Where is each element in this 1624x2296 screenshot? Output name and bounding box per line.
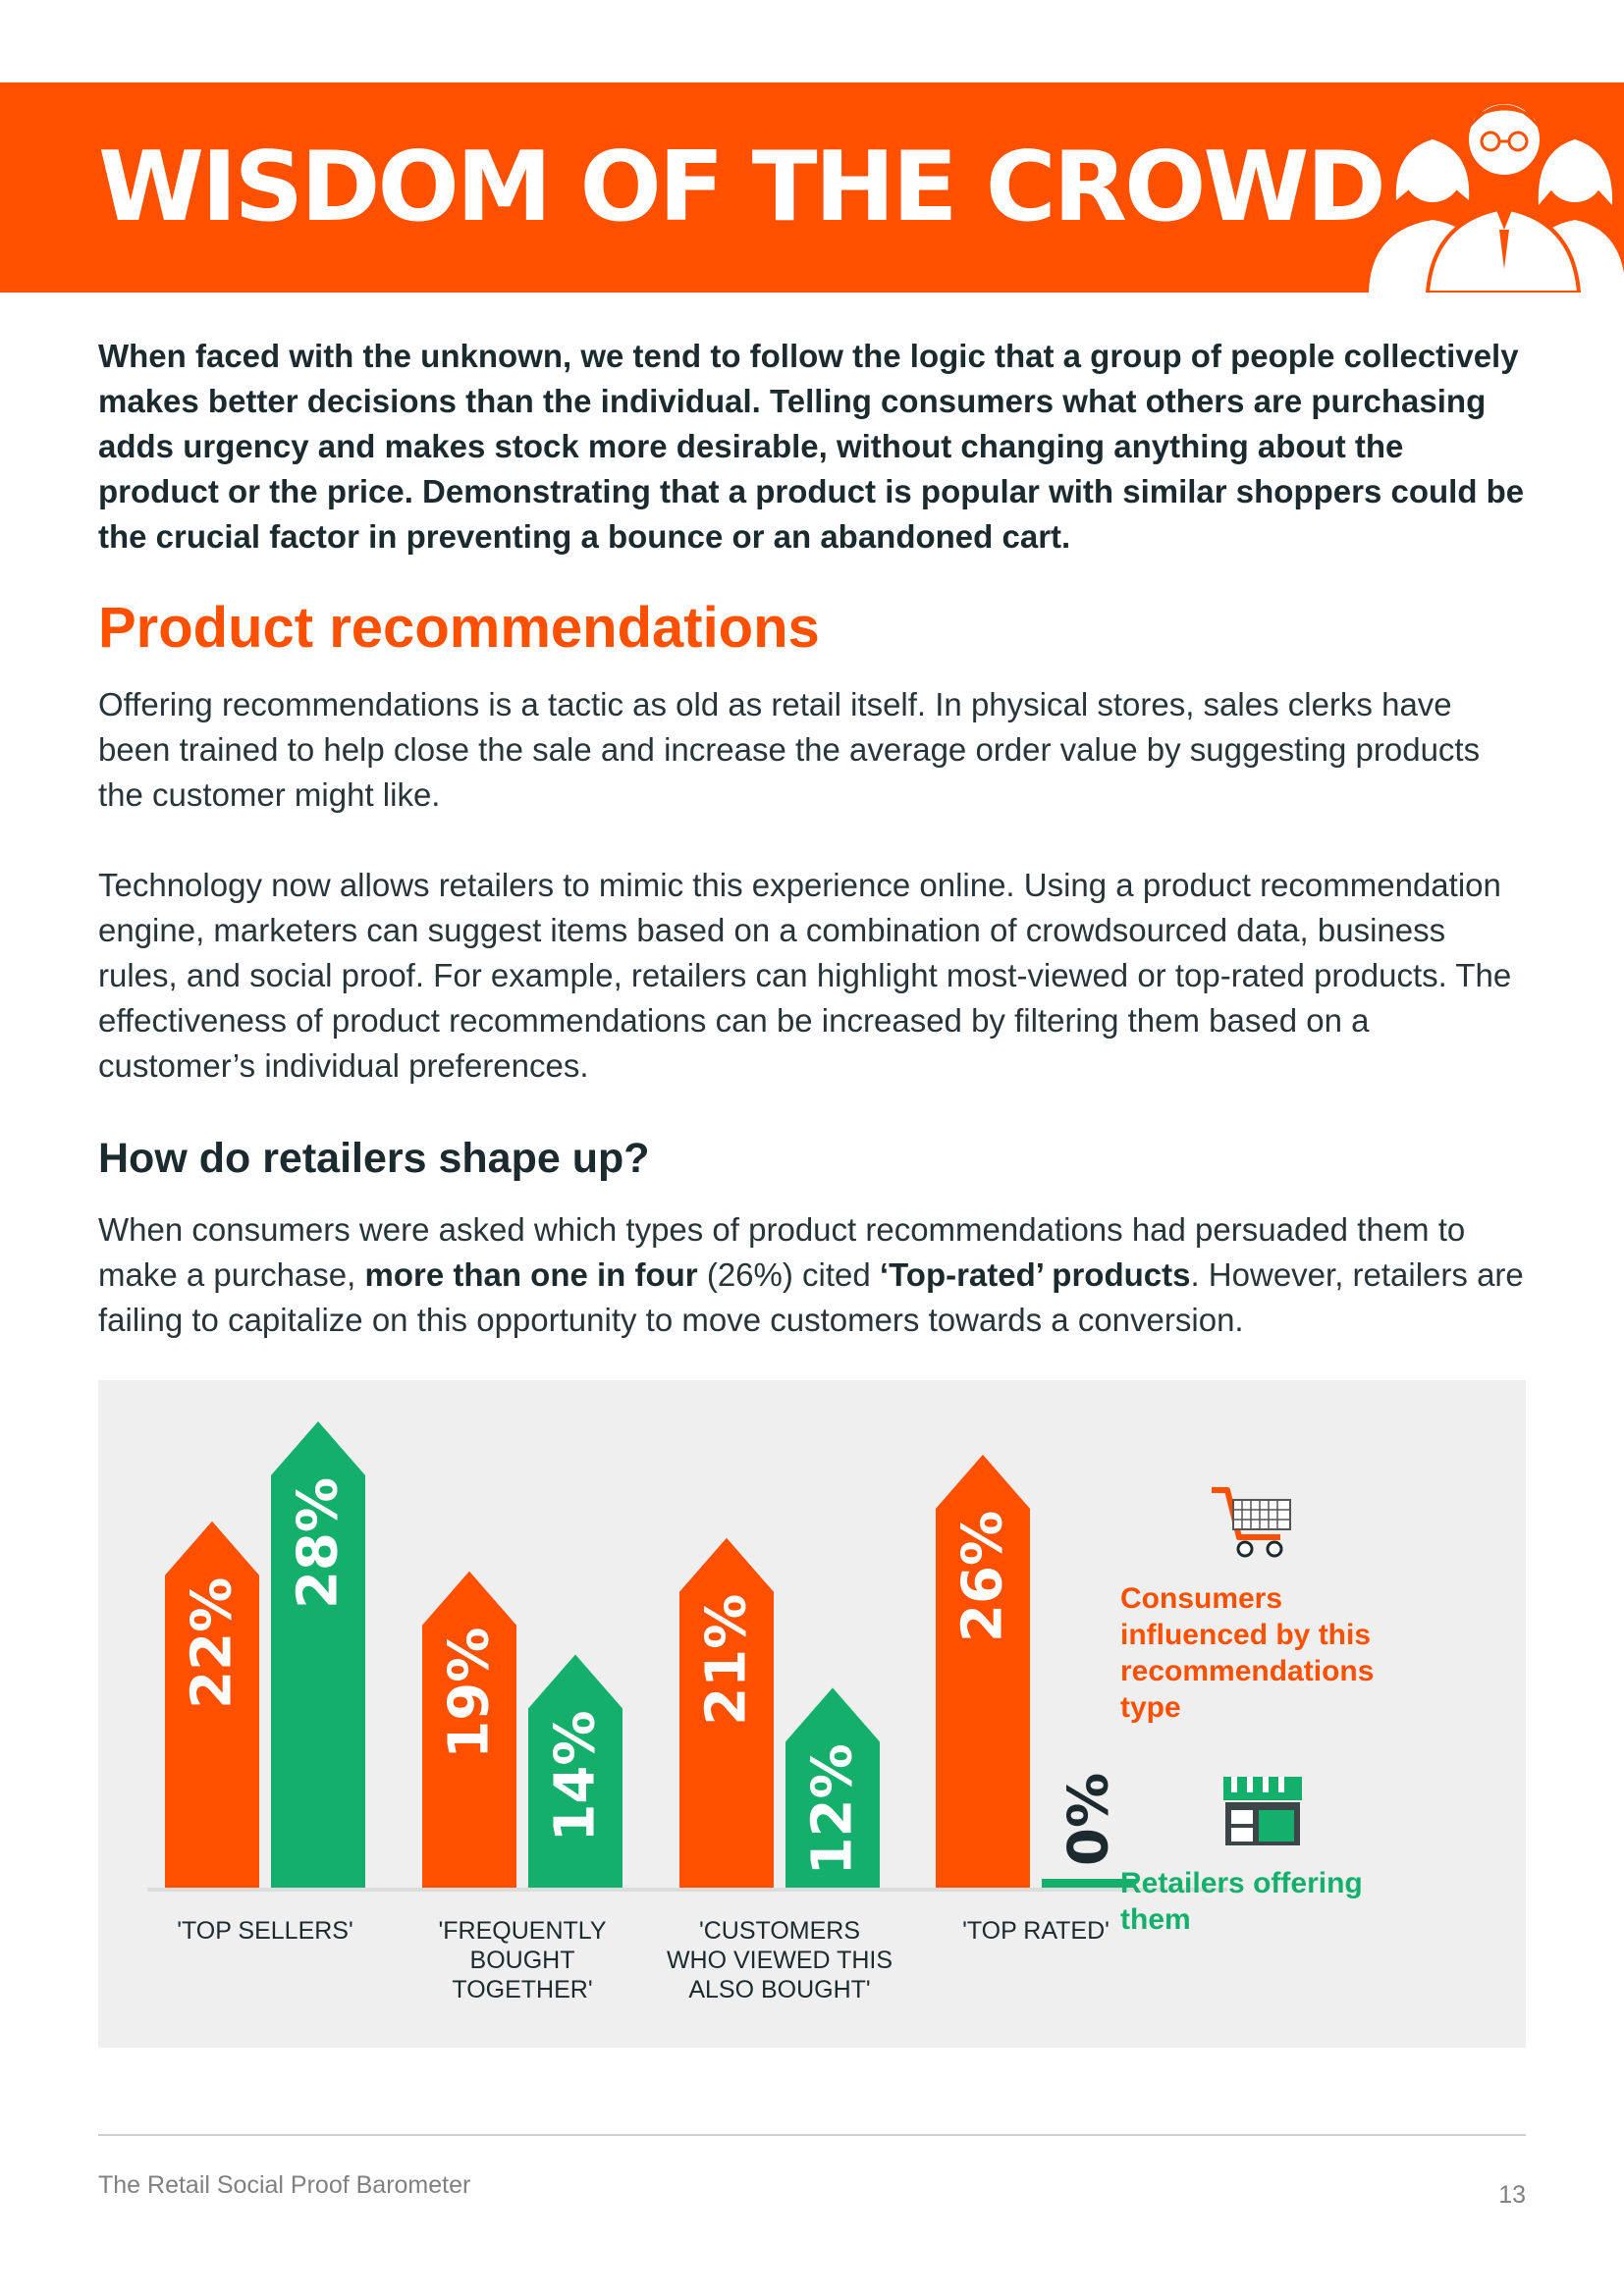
para-text: (26%) cited: [697, 1256, 880, 1293]
category-label: WHO VIEWED THIS: [666, 1947, 893, 1974]
section-heading: Product recommendations: [98, 596, 820, 660]
category-label: BOUGHT: [469, 1947, 575, 1974]
category-label: 'TOP SELLERS': [177, 1917, 353, 1945]
bar-value-label: 26%: [950, 1510, 1015, 1642]
shopping-cart-icon: [1210, 1484, 1298, 1561]
intro-paragraph: When faced with the unknown, we tend to follow the logic that a group of people collectively makes better decisions than the individual. Telling consumers what others are purchasing adds urgency and makes stock more desirable, without changing anything about the product or the price. Demonstrating that a product is popular with similar shoppers could be the crucial factor in preventing a bounce or an abandoned cart.: [98, 338, 1525, 555]
storefront-icon: [1223, 1777, 1302, 1847]
category-label: 'TOP RATED': [962, 1917, 1110, 1945]
category-label: 'FREQUENTLY: [438, 1917, 607, 1945]
bar-value-label: 28%: [286, 1477, 351, 1610]
section-paragraph-1: Offering recommendations is a tactic as old as retail itself. In physical stores, sales clerks have been trained to help close the sale and increase the average order value by suggesting products the customer might like.: [98, 686, 1481, 813]
section-paragraph-2: Technology now allows retailers to mimic this experience online. Using a product recommendation engine, marketers can suggest items based on a combination of crowdsourced data, business rules, and social proof. For example, retailers can highlight most-viewed or top-rated products. The effectiveness of product recommendations can be increased by filtering them based on a customer’s individual preferences.: [98, 867, 1512, 1084]
para-bold: ‘Top-rated’ products: [879, 1256, 1191, 1293]
category-label: ALSO BOUGHT': [688, 1976, 871, 2003]
bar-value-label: 14%: [543, 1710, 608, 1842]
category-label: TOGETHER': [452, 1976, 593, 2003]
para-text: When consumers were asked which types of product recommendations had persuaded them to make a purchase,: [98, 1211, 1466, 1293]
para-text: . However, retailers are failing to capitalize on this opportunity to move customers towards a conversion.: [98, 1256, 1524, 1338]
bar-value-label: 12%: [800, 1743, 865, 1876]
bar-value-label: 22%: [180, 1576, 244, 1709]
footer-divider: [98, 2134, 1526, 2136]
subsection-paragraph: [98, 1207, 1551, 1343]
subsection-heading: How do retailers shape up?: [98, 1135, 650, 1182]
people-group-icon: [1339, 82, 1624, 293]
para-bold: more than one in four: [364, 1256, 698, 1293]
chart-baseline: [147, 1888, 1227, 1892]
legend-consumers-label: Consumers influenced by this recommendations type: [1120, 1582, 1375, 1724]
footer-title: The Retail Social Proof Barometer: [98, 2171, 471, 2199]
bar-value-label: 0%: [1056, 1772, 1121, 1866]
legend-retailers-label: Retailers offering them: [1120, 1867, 1363, 1936]
category-label: 'CUSTOMERS: [698, 1917, 861, 1945]
bar-value-label: 19%: [437, 1627, 502, 1759]
bar-value-label: 21%: [694, 1593, 759, 1726]
title-banner: [0, 82, 1624, 293]
page-title: WISDOM OF THE CROWD: [98, 132, 1383, 243]
page-number: 13: [1498, 2181, 1526, 2209]
